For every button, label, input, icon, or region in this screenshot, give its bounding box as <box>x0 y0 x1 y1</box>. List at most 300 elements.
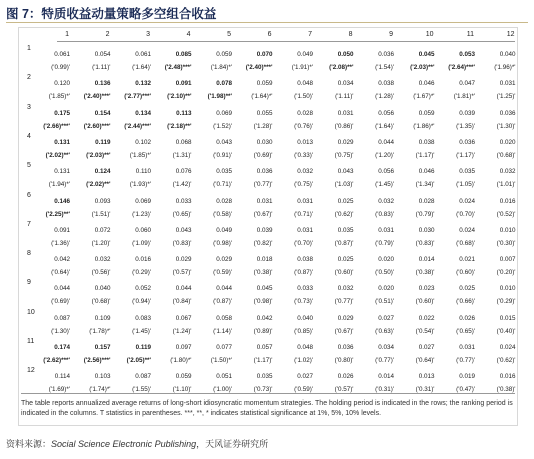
tstat-cell: ('1.00)' <box>213 386 232 394</box>
tstat-cell: ('0.64)' <box>51 269 70 277</box>
return-cell: 0.027 <box>418 344 435 351</box>
return-cell: 0.050 <box>337 51 354 58</box>
tstat-cell: ('0.29)' <box>496 298 516 306</box>
return-cell: 0.093 <box>94 197 111 205</box>
return-cell: 0.030 <box>256 138 273 146</box>
tstat-cell: ('2.62)***' <box>43 357 70 364</box>
return-cell: 0.040 <box>499 51 516 58</box>
return-cell: 0.025 <box>337 197 354 205</box>
return-cell: 0.046 <box>418 80 435 88</box>
column-header-5: 5 <box>227 31 231 38</box>
source-publisher: Social Science Electronic Publishing <box>51 439 197 449</box>
return-cell: 0.077 <box>216 344 232 351</box>
tstat-cell: ('1.80)*' <box>170 357 192 364</box>
return-cell: 0.018 <box>256 256 273 264</box>
tstat-cell: ('0.54)' <box>415 327 435 335</box>
tstat-cell: ('1.85)*' <box>129 151 151 159</box>
column-header-10: 10 <box>425 31 434 38</box>
tstat-cell: ('1.81)*' <box>453 93 475 101</box>
return-cell: 0.132 <box>135 80 151 88</box>
return-cell: 0.087 <box>135 373 151 381</box>
return-cell: 0.067 <box>175 314 192 322</box>
row-label-10: 10 <box>27 308 35 316</box>
tstat-cell: ('0.67)' <box>253 210 273 218</box>
tstat-cell: ('0.29)' <box>132 269 151 277</box>
tstat-cell: ('0.64)' <box>415 357 435 364</box>
tstat-cell: ('0.84)' <box>172 298 192 306</box>
return-cell: 0.078 <box>216 80 232 88</box>
row-label-8: 8 <box>27 250 31 258</box>
tstat-cell: ('2.64)***' <box>448 64 475 71</box>
tstat-cell: ('2.60)***' <box>83 122 111 130</box>
return-cell: 0.023 <box>418 285 435 293</box>
tstat-cell: ('2.56)***' <box>83 357 111 364</box>
return-cell: 0.157 <box>94 344 111 351</box>
tstat-cell: ('0.30)' <box>496 239 516 247</box>
tstat-cell: ('1.74)*' <box>89 386 111 394</box>
tstat-cell: ('2.66)***' <box>43 122 70 130</box>
tstat-cell: ('1.78)*' <box>89 327 111 335</box>
tstat-cell: ('2.48)***' <box>164 64 192 71</box>
return-cell: 0.059 <box>418 109 435 117</box>
column-header-4: 4 <box>186 31 191 38</box>
return-cell: 0.038 <box>297 256 313 264</box>
return-cell: 0.034 <box>337 80 354 88</box>
row-label-4: 4 <box>27 132 31 140</box>
return-cell: 0.029 <box>337 138 354 146</box>
tstat-cell: ('1.94)*' <box>48 181 70 189</box>
tstat-cell: ('0.50)' <box>375 269 394 277</box>
tstat-cell: ('0.62)' <box>334 210 354 218</box>
return-cell: 0.048 <box>297 344 313 351</box>
return-cell: 0.070 <box>256 51 273 58</box>
return-cell: 0.091 <box>175 80 192 88</box>
return-cell: 0.033 <box>297 285 313 293</box>
return-cell: 0.029 <box>216 256 232 264</box>
return-cell: 0.051 <box>216 373 232 381</box>
return-cell: 0.030 <box>418 226 435 234</box>
tstat-cell: ('1.96)*' <box>494 64 516 71</box>
return-cell: 0.020 <box>378 285 394 293</box>
tstat-cell: ('0.66)' <box>456 298 475 306</box>
tstat-cell: ('1.17)' <box>415 151 435 159</box>
return-cell: 0.033 <box>175 197 192 205</box>
return-cell: 0.097 <box>175 344 192 351</box>
return-cell: 0.055 <box>256 109 273 117</box>
column-header-rule <box>57 41 515 42</box>
return-cell: 0.102 <box>135 138 151 146</box>
return-cell: 0.049 <box>216 226 232 234</box>
tstat-cell: ('1.02)' <box>294 357 313 364</box>
return-cell: 0.057 <box>256 344 273 351</box>
return-cell: 0.028 <box>418 197 435 205</box>
tstat-cell: ('1.51)' <box>91 210 111 218</box>
tstat-cell: ('0.65)' <box>456 327 475 335</box>
return-cell: 0.154 <box>94 109 111 117</box>
tstat-cell: ('0.47)' <box>456 386 475 394</box>
tstat-cell: ('2.02)**' <box>45 151 70 159</box>
tstat-cell: ('1.42)' <box>172 181 192 189</box>
return-cell: 0.109 <box>94 314 111 322</box>
tstat-cell: ('0.60)' <box>456 269 475 277</box>
tstat-cell: ('0.62)' <box>496 357 516 364</box>
tstat-cell: ('1.28)' <box>253 122 273 130</box>
return-cell: 0.042 <box>256 314 273 322</box>
tstat-cell: ('1.64)' <box>132 64 151 71</box>
return-cell: 0.076 <box>175 168 192 176</box>
return-cell: 0.016 <box>135 256 151 264</box>
return-cell: 0.038 <box>418 138 435 146</box>
source-prefix: 资料来源： <box>6 439 52 449</box>
return-cell: 0.032 <box>499 168 516 176</box>
tstat-cell: ('2.03)**' <box>410 64 435 71</box>
tstat-cell: ('0.87)' <box>213 298 232 306</box>
return-cell: 0.103 <box>94 373 111 381</box>
tstat-cell: ('1.05)' <box>456 181 475 189</box>
tstat-cell: ('1.17)' <box>456 151 475 159</box>
tstat-cell: ('1.67)*' <box>413 93 435 101</box>
return-cell: 0.031 <box>378 226 394 234</box>
return-cell: 0.034 <box>378 344 394 351</box>
column-header-1: 1 <box>65 31 69 38</box>
source-line <box>6 437 268 450</box>
return-cell: 0.083 <box>135 314 151 322</box>
tstat-cell: ('0.52)' <box>496 210 516 218</box>
tstat-cell: ('2.02)**' <box>86 181 111 189</box>
return-cell: 0.016 <box>499 373 516 381</box>
return-cell: 0.036 <box>378 51 394 58</box>
return-cell: 0.119 <box>135 344 151 351</box>
tstat-cell: ('1.69)*' <box>48 386 70 394</box>
tstat-cell: ('1.20)' <box>91 239 111 247</box>
return-cell: 0.027 <box>297 373 313 381</box>
tstat-cell: ('0.69)' <box>253 151 273 159</box>
return-cell: 0.044 <box>54 285 70 293</box>
return-cell: 0.016 <box>499 197 516 205</box>
tstat-cell: ('1.54)' <box>375 64 394 71</box>
return-cell: 0.024 <box>459 226 475 234</box>
return-cell: 0.059 <box>256 80 273 88</box>
tstat-cell: ('0.77)' <box>253 181 273 189</box>
return-cell: 0.027 <box>378 314 394 322</box>
return-cell: 0.007 <box>499 256 516 264</box>
return-cell: 0.010 <box>499 226 516 234</box>
row-label-12: 12 <box>27 367 35 375</box>
return-cell: 0.085 <box>175 51 192 58</box>
tstat-cell: ('1.84)*' <box>210 64 232 71</box>
return-cell: 0.026 <box>459 314 475 322</box>
return-cell: 0.110 <box>135 168 151 176</box>
return-cell: 0.043 <box>216 138 232 146</box>
return-cell: 0.028 <box>216 197 232 205</box>
return-cell: 0.035 <box>337 226 354 234</box>
return-cell: 0.020 <box>378 256 394 264</box>
tstat-cell: ('0.71)' <box>294 210 313 218</box>
return-cell: 0.087 <box>54 314 70 322</box>
tstat-cell: ('2.40)***' <box>245 64 273 71</box>
tstat-cell: ('0.59)' <box>213 269 232 277</box>
tstat-cell: ('0.63)' <box>375 327 394 335</box>
return-cell: 0.031 <box>297 226 313 234</box>
tstat-cell: ('2.77)***' <box>124 93 151 101</box>
return-cell: 0.021 <box>459 256 475 264</box>
return-cell: 0.134 <box>135 109 151 117</box>
tstat-cell: ('1.64)' <box>375 122 394 130</box>
tstat-cell: ('0.77)' <box>334 298 354 306</box>
tstat-cell: ('0.69)' <box>51 298 70 306</box>
tstat-cell: ('0.82)' <box>253 239 273 247</box>
row-label-6: 6 <box>27 191 31 199</box>
tstat-cell: ('0.73)' <box>253 386 273 394</box>
return-cell: 0.136 <box>94 80 111 88</box>
tstat-cell: ('0.76)' <box>294 122 313 130</box>
tstat-cell: ('0.86)' <box>334 122 354 130</box>
return-cell: 0.044 <box>378 138 394 146</box>
return-cell: 0.056 <box>378 109 394 117</box>
return-cell: 0.025 <box>337 256 354 264</box>
tstat-cell: ('0.75)' <box>334 151 354 159</box>
tstat-cell: ('1.86)*' <box>413 122 435 130</box>
return-cell: 0.032 <box>337 285 354 293</box>
return-cell: 0.061 <box>54 51 70 58</box>
return-cell: 0.035 <box>216 168 232 176</box>
tstat-cell: ('0.67)' <box>334 327 354 335</box>
tstat-cell: ('0.87)' <box>294 269 313 277</box>
tstat-cell: ('0.57)' <box>172 269 192 277</box>
return-cell: 0.039 <box>459 109 475 117</box>
return-cell: 0.056 <box>378 168 394 176</box>
return-cell: 0.044 <box>175 285 192 293</box>
return-cell: 0.113 <box>176 109 192 117</box>
tstat-cell: ('1.10)' <box>172 386 192 394</box>
return-cell: 0.025 <box>459 285 475 293</box>
tstat-cell: ('0.73)' <box>294 298 313 306</box>
return-cell: 0.013 <box>418 373 435 381</box>
return-cell: 0.031 <box>499 80 516 88</box>
tstat-cell: ('0.31)' <box>375 386 394 394</box>
return-cell: 0.028 <box>297 109 313 117</box>
tstat-cell: ('0.71)' <box>213 181 232 189</box>
tstat-cell: ('1.34)' <box>415 181 435 189</box>
return-cell: 0.120 <box>54 80 70 88</box>
return-cell: 0.026 <box>337 373 354 381</box>
tstat-cell: ('0.31)' <box>415 386 435 394</box>
row-label-11: 11 <box>27 338 35 345</box>
tstat-cell: ('0.65)' <box>172 210 192 218</box>
tstat-cell: ('0.38)' <box>496 386 516 394</box>
tstat-cell: ('0.60)' <box>415 298 435 306</box>
row-label-2: 2 <box>27 74 31 82</box>
column-header-3: 3 <box>146 31 150 38</box>
return-cell: 0.068 <box>175 138 192 146</box>
tstat-cell: ('1.23)' <box>132 210 151 218</box>
return-cell: 0.091 <box>54 226 70 234</box>
return-cell: 0.029 <box>337 314 354 322</box>
return-cell: 0.036 <box>499 109 516 117</box>
return-cell: 0.131 <box>54 168 70 176</box>
tstat-cell: ('0.58)' <box>213 210 232 218</box>
title-rule <box>6 22 528 23</box>
tstat-cell: ('1.25)' <box>496 93 516 101</box>
tstat-cell: ('0.40)' <box>496 327 516 335</box>
return-cell: 0.031 <box>337 109 354 117</box>
return-cell: 0.038 <box>378 80 394 88</box>
tstat-cell: ('0.77)' <box>456 357 475 364</box>
return-cell: 0.022 <box>418 314 435 322</box>
figure-title: 图 7：特质收益动量策略多空组合收益 <box>6 7 217 21</box>
tstat-cell: ('0.83)' <box>375 210 394 218</box>
tstat-cell: ('0.79)' <box>375 239 394 247</box>
return-cell: 0.040 <box>297 314 313 322</box>
tstat-cell: ('1.50)' <box>294 93 313 101</box>
tstat-cell: ('1.45)' <box>375 181 394 189</box>
return-cell: 0.052 <box>135 285 151 293</box>
tstat-cell: ('0.60)' <box>334 269 354 277</box>
tstat-cell: ('0.94)' <box>132 298 151 306</box>
tstat-cell: ('1.17)' <box>253 357 273 364</box>
tstat-cell: ('0.77)' <box>375 357 394 364</box>
tstat-cell: ('0.80)' <box>334 357 354 364</box>
return-cell: 0.031 <box>256 197 273 205</box>
return-cell: 0.072 <box>94 226 111 234</box>
row-label-7: 7 <box>27 220 31 228</box>
row-label-3: 3 <box>27 103 31 111</box>
tstat-cell: ('0.99)' <box>51 64 70 71</box>
tstat-cell: ('1.91)*' <box>291 64 313 71</box>
tstat-cell: ('1.93)*' <box>129 181 151 189</box>
return-cell: 0.119 <box>95 138 111 146</box>
tstat-cell: ('1.28)' <box>375 93 394 101</box>
tstat-cell: ('0.51)' <box>375 298 394 306</box>
tstat-cell: ('0.33)' <box>294 151 313 159</box>
return-cell: 0.048 <box>297 80 313 88</box>
tstat-cell: ('0.83)' <box>172 239 192 247</box>
tstat-cell: ('0.75)' <box>294 181 313 189</box>
column-header-9: 9 <box>389 31 393 38</box>
tstat-cell: ('1.01)' <box>496 181 516 189</box>
return-cell: 0.058 <box>216 314 232 322</box>
return-cell: 0.043 <box>337 168 354 176</box>
return-cell: 0.036 <box>337 344 354 351</box>
tstat-cell: ('0.38)' <box>253 269 273 277</box>
tstat-cell: ('0.59)' <box>294 386 313 394</box>
tstat-cell: ('0.38)' <box>415 269 435 277</box>
tstat-cell: ('0.57)' <box>334 386 354 394</box>
return-cell: 0.031 <box>297 197 313 205</box>
return-cell: 0.014 <box>418 256 435 264</box>
tstat-cell: ('0.68)' <box>456 239 475 247</box>
return-cell: 0.010 <box>499 285 516 293</box>
return-cell: 0.044 <box>216 285 232 293</box>
tstat-cell: ('0.85)' <box>294 327 313 335</box>
tstat-cell: ('2.44)***' <box>124 122 151 130</box>
return-cell: 0.036 <box>256 168 273 176</box>
column-header-7: 7 <box>308 31 312 38</box>
tstat-cell: ('0.98)' <box>253 298 273 306</box>
tstat-cell: ('2.25)**' <box>45 210 70 218</box>
tstat-cell: ('1.55)' <box>132 386 151 394</box>
tstat-cell: ('1.24)' <box>172 327 192 335</box>
tstat-cell: ('0.70)' <box>456 210 475 218</box>
tstat-cell: ('1.64)*' <box>251 93 273 101</box>
return-cell: 0.024 <box>499 344 516 351</box>
tstat-cell: ('0.70)' <box>294 239 313 247</box>
row-label-9: 9 <box>27 279 31 287</box>
return-cell: 0.040 <box>94 285 111 293</box>
return-cell: 0.049 <box>297 51 313 58</box>
row-label-1: 1 <box>27 45 31 52</box>
return-cell: 0.039 <box>256 226 273 234</box>
return-cell: 0.045 <box>418 51 435 58</box>
return-cell: 0.032 <box>378 197 394 205</box>
tstat-cell: ('2.40)***' <box>83 93 111 101</box>
tstat-cell: ('0.89)' <box>253 327 273 335</box>
return-cell: 0.114 <box>54 373 70 381</box>
return-cell: 0.046 <box>418 168 435 176</box>
tstat-cell: ('1.98)**' <box>207 93 232 101</box>
return-cell: 0.019 <box>459 373 475 381</box>
tstat-cell: ('2.10)**' <box>167 93 192 101</box>
return-cell: 0.042 <box>54 256 70 264</box>
return-cell: 0.060 <box>135 226 151 234</box>
tstat-cell: ('1.35)' <box>456 122 475 130</box>
tstat-cell: ('0.91)' <box>213 151 232 159</box>
tstat-cell: ('1.85)*' <box>48 93 70 101</box>
return-cell: 0.013 <box>297 138 313 146</box>
return-cell: 0.032 <box>94 256 111 264</box>
return-cell: 0.069 <box>216 109 232 117</box>
return-cell: 0.014 <box>378 373 394 381</box>
return-cell: 0.036 <box>459 138 475 146</box>
row-label-5: 5 <box>27 162 31 170</box>
tstat-cell: ('2.18)**' <box>167 122 192 130</box>
results-table <box>18 27 518 426</box>
tstat-cell: ('0.98)' <box>213 239 232 247</box>
return-cell: 0.175 <box>54 109 70 117</box>
return-cell: 0.174 <box>54 344 70 351</box>
return-cell: 0.069 <box>135 197 151 205</box>
tstat-cell: ('0.79)' <box>415 210 435 218</box>
return-cell: 0.031 <box>459 344 475 351</box>
tstat-cell: ('2.03)**' <box>86 151 111 159</box>
tstat-cell: ('1.36)' <box>51 239 70 247</box>
tstat-cell: ('1.03)' <box>334 181 354 189</box>
tstat-cell: ('0.68)' <box>91 298 111 306</box>
tstat-cell: ('0.83)' <box>415 239 435 247</box>
tstat-cell: ('1.50)*' <box>210 357 232 364</box>
tstat-cell: ('0.68)' <box>496 151 516 159</box>
tstat-cell: ('0.87)' <box>334 239 354 247</box>
return-cell: 0.124 <box>94 168 111 176</box>
return-cell: 0.059 <box>216 51 232 58</box>
column-header-12: 12 <box>506 31 515 38</box>
column-header-8: 8 <box>348 31 353 38</box>
return-cell: 0.146 <box>54 197 70 205</box>
return-cell: 0.024 <box>459 197 475 205</box>
tstat-cell: ('2.05)**' <box>126 357 151 364</box>
return-cell: 0.015 <box>499 314 516 322</box>
return-cell: 0.053 <box>459 51 475 58</box>
column-header-6: 6 <box>267 31 272 38</box>
column-header-2: 2 <box>105 31 110 38</box>
tstat-cell: ('1.20)' <box>375 151 394 159</box>
tstat-cell: ('1.45)' <box>132 327 151 335</box>
tstat-cell: ('0.56)' <box>91 269 111 277</box>
source-suffix: ，天风证券研究所 <box>196 439 269 449</box>
return-cell: 0.061 <box>135 51 151 58</box>
return-cell: 0.059 <box>175 373 192 381</box>
return-cell: 0.035 <box>256 373 273 381</box>
